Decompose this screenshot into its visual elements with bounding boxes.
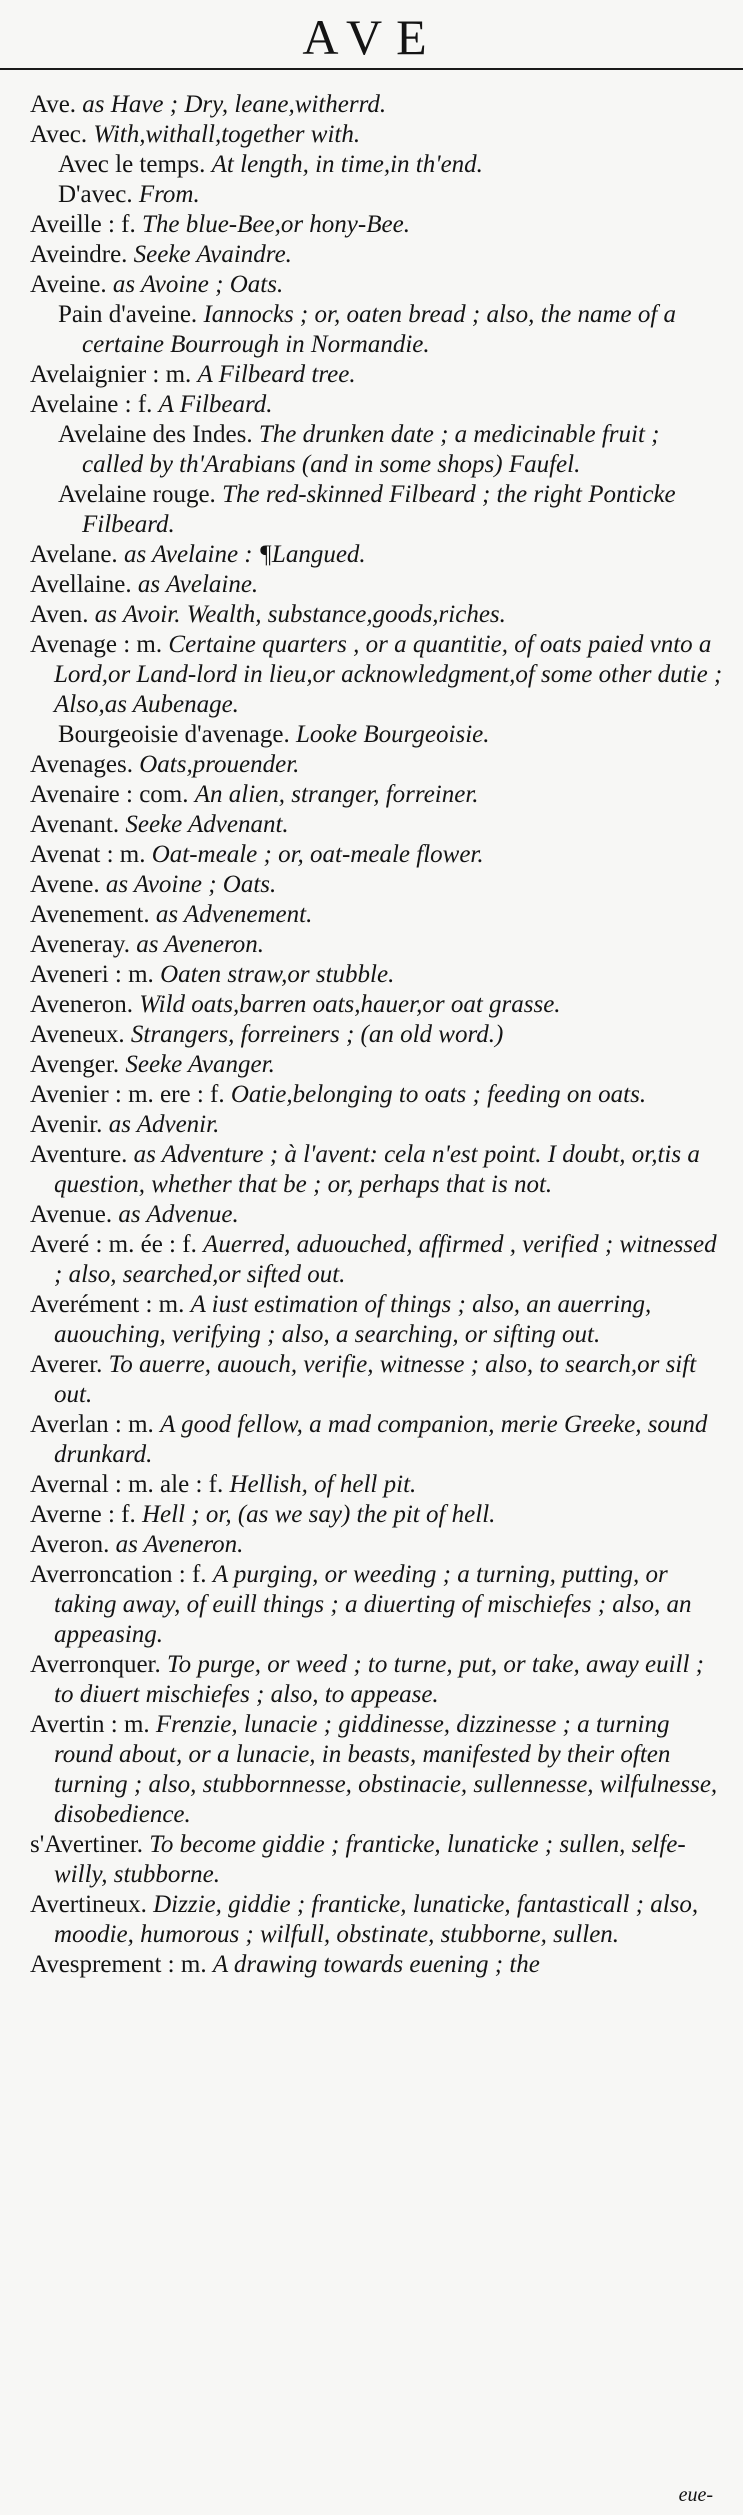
dictionary-entry [30,960,725,990]
dictionary-entry [30,390,725,420]
headword: Aveine. [30,271,113,298]
definition: A iust estimation of things ; also, an auerring, auouching, verifying ; also, a searching, or sifting out. [54,1291,652,1348]
dictionary-entry [30,1230,725,1290]
definition: as Adventure ; à l'avent: cela n'est point. I doubt, or,tis a question, whether that be ; or, perhaps that is not. [54,1141,700,1198]
definition: A Filbeard tree. [197,361,356,388]
headword: Aveneray. [30,931,137,958]
headword: Avellaine. [30,571,138,598]
headword: Avertineux. [30,1891,154,1918]
definition: Certaine quarters , or a quantitie, of oats paied vnto a Lord,or Land-lord in lieu,or acknowledgment,of some other dutie ; Also,as Aubenage. [54,631,723,718]
definition: as Advenement. [155,901,313,928]
headword: Avelane. [30,541,124,568]
dictionary-entry [30,480,725,540]
dictionary-entry [30,750,725,780]
catchword: eue- [678,2484,713,2506]
definition: Hell ; or, (as we say) the pit of hell. [142,1501,496,1528]
dictionary-entry [30,180,725,210]
dictionary-entry [30,300,725,360]
dictionary-entry [30,360,725,390]
headword: Averronquer. [30,1651,167,1678]
dictionary-entry [30,240,725,270]
dictionary-entry [30,150,725,180]
definition: A drawing towards euening ; the [212,1951,540,1978]
dictionary-entry [30,1080,725,1110]
definition: as Avoir. Wealth, substance,goods,riches. [94,601,506,628]
dictionary-entry [30,1650,725,1710]
dictionary-entry [30,810,725,840]
definition: as Aveneron. [115,1531,244,1558]
definition: Iannocks ; or, oaten bread ; also, the name of a certaine Bourrough in Normandie. [82,301,677,358]
definition: An alien, stranger, forreiner. [194,781,479,808]
definition: Oats,prouender. [139,751,300,778]
headword: Aveindre. [30,241,134,268]
headword: Avenant. [30,811,126,838]
definition: A good fellow, a mad companion, merie Greeke, sound drunkard. [54,1411,708,1468]
headword: s'Avertiner. [30,1831,150,1858]
definition: Auerred, aduouched, affirmed , verified ; witnessed ; also, searched,or sifted out. [54,1231,717,1288]
dictionary-entry [30,1110,725,1140]
definition: Hellish, of hell pit. [229,1471,417,1498]
headword: Averne : f. [30,1501,142,1528]
dictionary-entry [30,1140,725,1200]
dictionary-entry [30,840,725,870]
headword: Aveneri : m. [30,961,161,988]
definition: Dizzie, giddie ; franticke, lunaticke, fantasticall ; also, moodie, humorous ; wilfull, obstinate, stubborne, sullen. [54,1891,699,1948]
definition: Frenzie, lunacie ; giddinesse, dizzinesse ; a turning round about, or a lunacie, in beasts, manifested by their often turning ; also, stubbornnesse, obstinacie, sullennesse, wilfulnesse, disobedience. [54,1711,718,1828]
dictionary-entry [30,1950,725,1980]
definition: To auerre, auouch, verifie, witnesse ; also, to search,or sift out. [54,1351,697,1408]
dictionary-entry [30,720,725,750]
dictionary-entry [30,1050,725,1080]
headword: Avesprement : m. [30,1951,213,1978]
definition: The red-skinned Filbeard ; the right Ponticke Filbeard. [82,481,676,538]
dictionary-entry [30,1530,725,1560]
definition: as Avoine ; Oats. [112,271,284,298]
dictionary-entry [30,90,725,120]
dictionary-entry [30,930,725,960]
definition: as Avoine ; Oats. [105,871,277,898]
headword: Aveneux. [30,1021,131,1048]
dictionary-entry [30,1290,725,1350]
definition: as Avelaine. [137,571,259,598]
headword: Avenger. [30,1051,126,1078]
dictionary-entry [30,900,725,930]
headword: Avenier : m. ere : f. [30,1081,231,1108]
headword: Avenement. [30,901,156,928]
definition: To purge, or weed ; to turne, put, or take, away euill ; to diuert mischiefes ; also, to appease. [54,1651,704,1708]
definition: as Avelaine : ¶Langued. [123,541,366,568]
headword: Avenages. [30,751,140,778]
definition: as Have ; Dry, leane,witherrd. [82,91,387,118]
dictionary-entry [30,1470,725,1500]
definition: as Advenir. [108,1111,220,1138]
entry-list [0,70,743,1980]
dictionary-entry [30,1410,725,1470]
definition: The blue-Bee,or hony-Bee. [142,211,410,238]
definition: Seeke Avanger. [125,1051,275,1078]
dictionary-entry [30,780,725,810]
dictionary-entry [30,210,725,240]
dictionary-entry [30,870,725,900]
headword: Averément : m. [30,1291,191,1318]
headword: Pain d'aveine. [58,301,204,328]
dictionary-entry [30,630,725,720]
definition: A Filbeard. [158,391,273,418]
dictionary-entry [30,570,725,600]
definition: Strangers, forreiners ; (an old word.) [130,1021,504,1048]
dictionary-entry [30,1830,725,1890]
definition: Oaten straw,or stubble. [160,961,395,988]
headword: Averer. [30,1351,109,1378]
dictionary-entry [30,990,725,1020]
headword: Aveille : f. [30,211,142,238]
headword: Ave. [30,91,83,118]
headword: Avenaire : com. [30,781,195,808]
headword: D'avec. [58,181,139,208]
headword: Aventure. [30,1141,134,1168]
definition: From. [138,181,200,208]
dictionary-entry [30,1350,725,1410]
headword: Avene. [30,871,106,898]
dictionary-entry [30,420,725,480]
definition: as Aveneron. [136,931,264,958]
headword: Avenage : m. [30,631,169,658]
definition: The drunken date ; a medicinable fruit ; called by th'Arabians (and in some shops) Faufel. [82,421,660,478]
headword: Aveneron. [30,991,140,1018]
headword: Aven. [30,601,95,628]
headword: Averé : m. ée : f. [30,1231,204,1258]
headword: Avenir. [30,1111,109,1138]
headword: Avernal : m. ale : f. [30,1471,230,1498]
dictionary-entry [30,1560,725,1650]
headword: Averroncation : f. [30,1561,213,1588]
headword: Averlan : m. [30,1411,161,1438]
headword: Avelaine des Indes. [58,421,259,448]
headword: Avertin : m. [30,1711,156,1738]
definition: With,withall,together with. [93,121,361,148]
dictionary-entry [30,120,725,150]
definition: A purging, or weeding ; a turning, putting, or taking away, of euill things ; a diuerting of mischiefes ; also, an appeasing. [54,1561,692,1648]
headword: Avelaine rouge. [58,481,223,508]
headword: Bourgeoisie d'avenage. [58,721,297,748]
dictionary-entry [30,270,725,300]
definition: Seeke Avaindre. [133,241,292,268]
page-header: AVE [302,9,441,65]
headword: Avec. [30,121,94,148]
headword: Avenue. [30,1201,119,1228]
dictionary-entry [30,600,725,630]
definition: as Advenue. [118,1201,239,1228]
dictionary-entry [30,1710,725,1830]
definition: Oatie,belonging to oats ; feeding on oats. [230,1081,647,1108]
dictionary-entry [30,1890,725,1950]
definition: Oat-meale ; or, oat-meale flower. [151,841,484,868]
dictionary-entry [30,540,725,570]
headword: Avec le temps. [58,151,212,178]
definition: Looke Bourgeoisie. [296,721,490,748]
definition: At length, in time,in th'end. [211,151,483,178]
dictionary-entry [30,1200,725,1230]
definition: Seeke Advenant. [125,811,289,838]
dictionary-entry [30,1020,725,1050]
dictionary-entry [30,1500,725,1530]
headword: Averon. [30,1531,116,1558]
headword: Avelaine : f. [30,391,159,418]
definition: Wild oats,barren oats,hauer,or oat grasse. [139,991,561,1018]
definition: To become giddie ; franticke, lunaticke ; sullen, selfe-willy, stubborne. [54,1831,686,1888]
headword: Avenat : m. [30,841,152,868]
headword: Avelaignier : m. [30,361,198,388]
